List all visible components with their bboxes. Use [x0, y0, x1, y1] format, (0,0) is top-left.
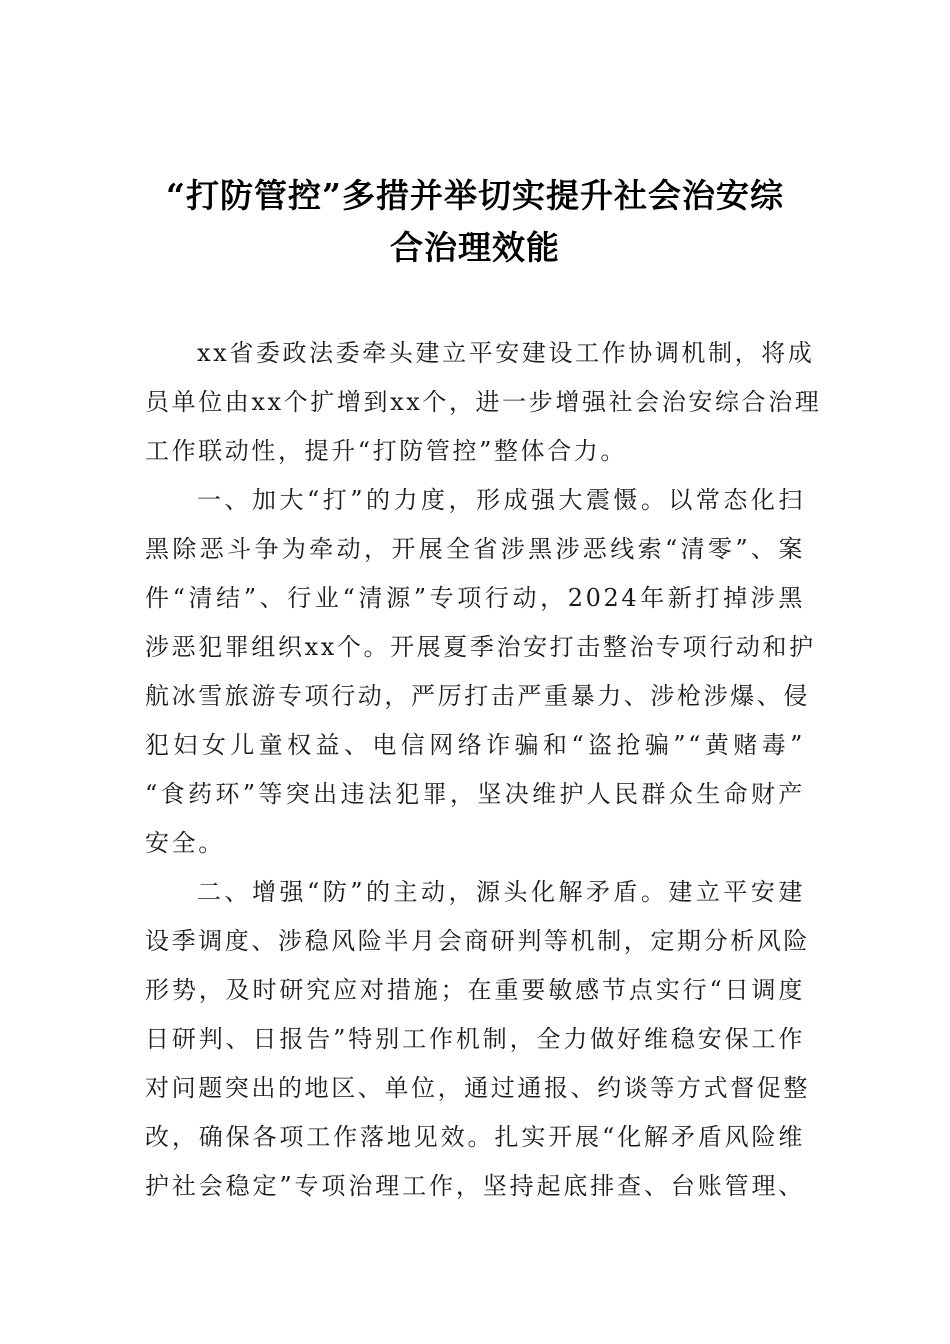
title-line: “打防管控”多措并举切实提升社会治安综: [166, 176, 784, 215]
text-line: 二、增强“防”的主动，源头化解矛盾。建立平安建: [197, 878, 805, 906]
text-line: 犯妇女儿童权益、电信网络诈骗和“盗抢骗”“黄赌毒”: [145, 731, 805, 759]
title-line: 合治理效能: [390, 228, 560, 267]
text-line: “食药环”等突出违法犯罪，坚决维护人民群众生命财产: [145, 780, 805, 808]
text-line: 改，确保各项工作落地见效。扎实开展“化解矛盾风险维: [145, 1123, 805, 1151]
text-line: 一、加大“打”的力度，形成强大震慑。以常态化扫: [197, 486, 805, 514]
text-line: 设季调度、涉稳风险半月会商研判等机制，定期分析风险: [145, 927, 810, 955]
text-line: 护社会稳定”专项治理工作，坚持起底排查、台账管理、: [145, 1172, 805, 1200]
text-line: 对问题突出的地区、单位，通过通报、约谈等方式督促整: [145, 1074, 810, 1102]
paragraph-strike: [145, 476, 816, 868]
paragraph-intro: [145, 329, 822, 476]
text-line: 航冰雪旅游专项行动，严厉打击严重暴力、涉枪涉爆、侵: [145, 682, 810, 710]
text-line: 员单位由xx个扩增到xx个，进一步增强社会治安综合治理: [145, 388, 822, 416]
document-title: [130, 170, 820, 274]
text-line: 形势，及时研究应对措施；在重要敏感节点实行“日调度: [145, 976, 805, 1004]
text-line: 涉恶犯罪组织xx个。开展夏季治安打击整治专项行动和护: [145, 633, 816, 661]
text-line: 件“清结”、行业“清源”专项行动，2024年新打掉涉黑: [145, 584, 805, 612]
text-line: 黑除恶斗争为牵动，开展全省涉黑涉恶线索“清零”、案: [145, 535, 805, 563]
text-line: 日研判、日报告”特别工作机制，全力做好维稳安保工作: [145, 1025, 805, 1053]
text-line: xx省委政法委牵头建立平安建设工作协调机制，将成: [197, 339, 815, 367]
document-body: [145, 329, 822, 1211]
text-line: 安全。: [145, 829, 225, 857]
text-line: 工作联动性，提升“打防管控”整体合力。: [145, 437, 627, 465]
paragraph-prevent: [145, 868, 810, 1211]
